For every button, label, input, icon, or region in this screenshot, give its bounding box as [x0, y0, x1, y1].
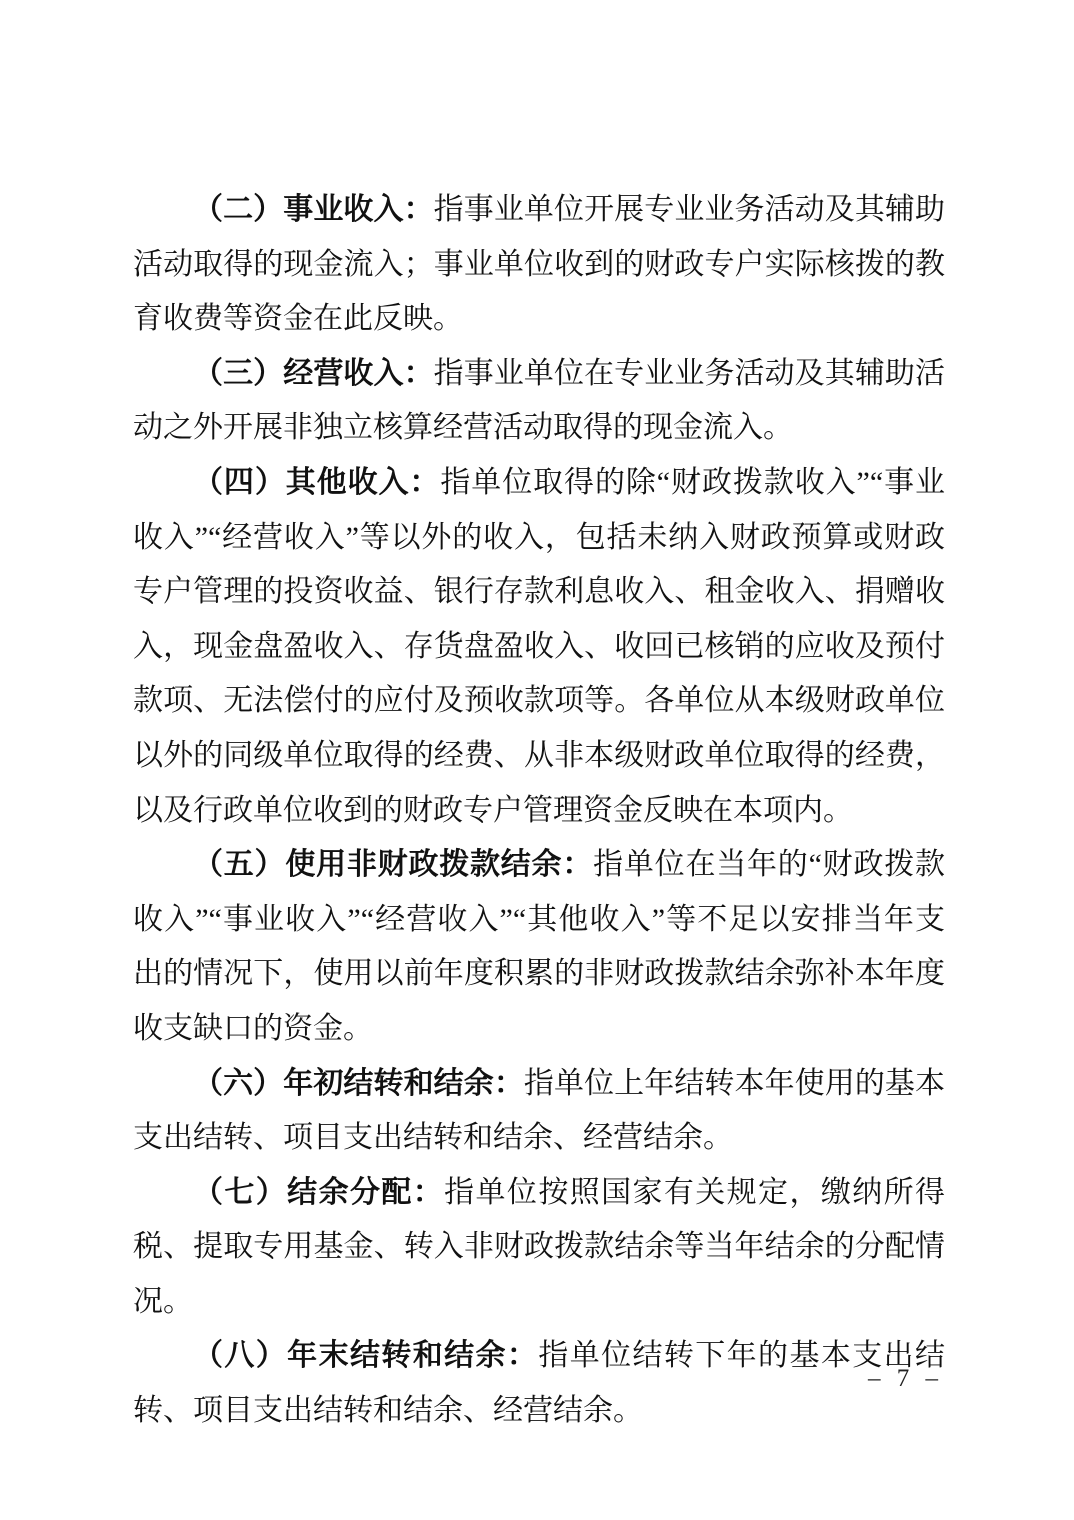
paragraph-lead: （二）事业收入：	[193, 193, 434, 226]
paragraph-lead: （八）年末结转和结余：	[193, 1339, 539, 1373]
paragraph-nianmo-jiezhuan-jieyu	[133, 1329, 945, 1438]
paragraph-shiyong-feicaizheng-bokuan-jieyu	[133, 838, 945, 1056]
paragraph-lead: （六）年初结转和结余：	[193, 1066, 524, 1100]
paragraph-lead: （三）经营收入：	[193, 356, 434, 390]
document-body	[133, 183, 945, 1439]
paragraph-lead: （五）使用非财政拨款结余：	[193, 848, 594, 882]
page-number: – 7 –	[868, 1365, 943, 1392]
paragraph-jingying-shouru	[133, 347, 945, 456]
paragraph-qita-shouru	[133, 456, 945, 838]
paragraph-text: 指单位在当年的“财政拨款收入”“事业收入”“经营收入”“其他收入”等不足以安排当年支出的情况下，使用以前年度积累的非财政拨款结余弥补本年度收支缺口的资金。	[133, 848, 945, 1045]
paragraph-lead: （七）结余分配：	[193, 1175, 445, 1209]
paragraph-text: 指单位取得的除“财政拨款收入”“事业收入”“经营收入”等以外的收入，包括未纳入财政预算或财政专户管理的投资收益、银行存款利息收入、租金收入、捐赠收入，现金盘盈收入、存货盘盈收入、收回已核销的应收及预付款项、无法偿付的应付及预收款项等。各单位从本级财政单位以外的同级单位取得的经费、从非本级财政单位取得的经费，以及行政单位收到的财政专户管理资金反映在本项内。	[133, 465, 946, 827]
paragraph-text: 指事业单位开展专业业务活动及其辅助活动取得的现金流入；事业单位收到的财政专户实际核拨的教育收费等资金在此反映。	[133, 193, 946, 336]
paragraph-jieyu-fenpei	[133, 1166, 945, 1330]
paragraph-text: 指单位上年结转本年使用的基本支出结转、项目支出结转和结余、经营结余。	[133, 1066, 946, 1155]
paragraph-nianchu-jiezhuan-jieyu	[133, 1057, 945, 1166]
paragraph-text: 指事业单位在专业业务活动及其辅助活动之外开展非独立核算经营活动取得的现金流入。	[133, 356, 946, 445]
paragraph-shiye-shouru	[133, 183, 945, 347]
paragraph-text: 指单位按照国家有关规定，缴纳所得税、提取专用基金、转入非财政拨款结余等当年结余的分配情况。	[133, 1175, 946, 1318]
paragraph-text: 指单位结转下年的基本支出结转、项目支出结转和结余、经营结余。	[133, 1339, 946, 1428]
paragraph-lead: （四）其他收入：	[193, 465, 441, 499]
